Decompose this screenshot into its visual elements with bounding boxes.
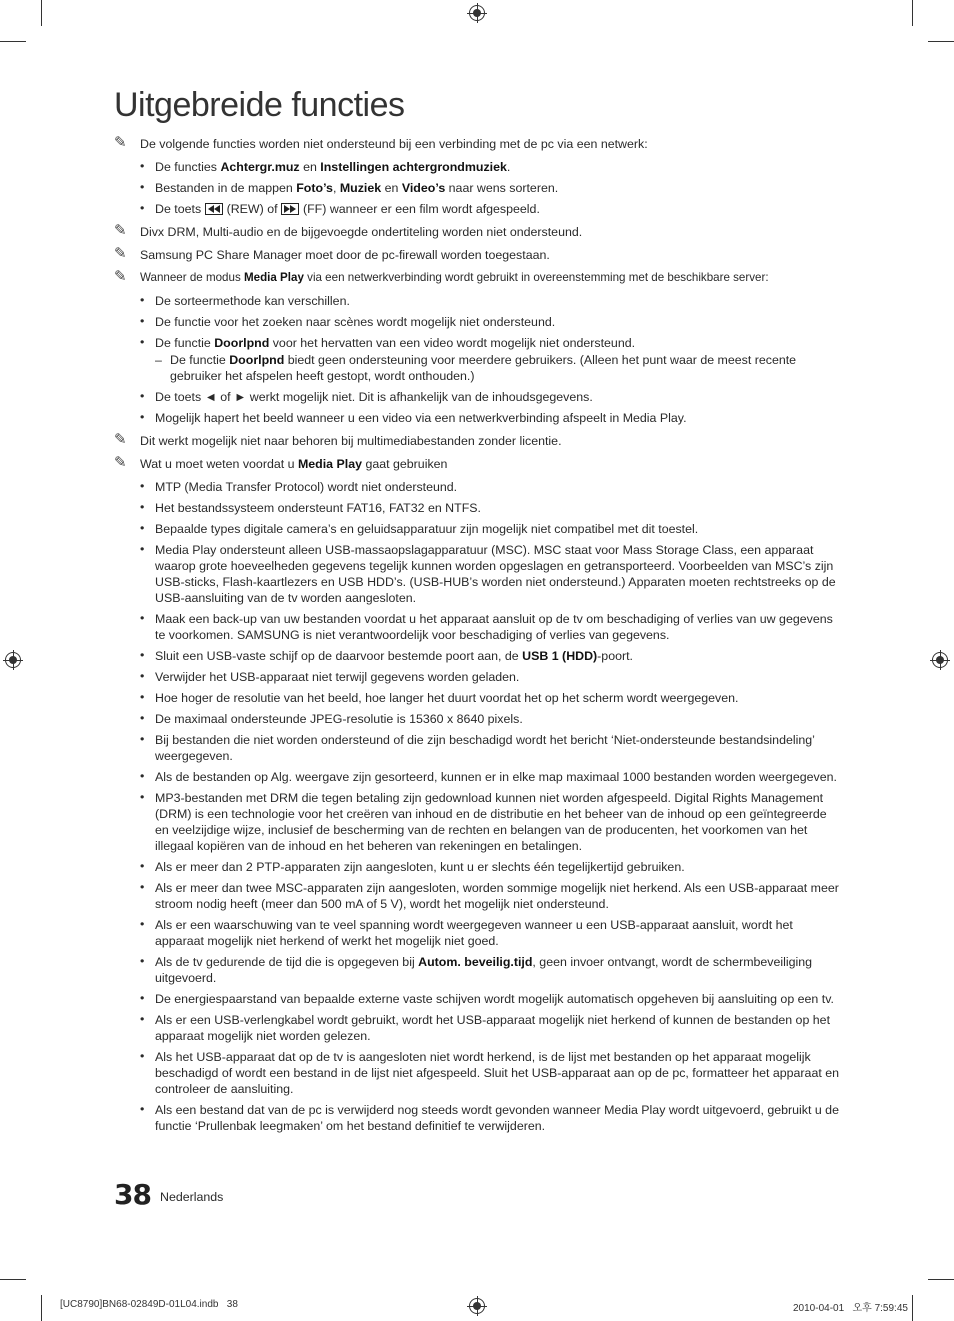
list-item: • MTP (Media Transfer Protocol) wordt niet ondersteund. [140,479,842,495]
note: ✎ Wanneer de modus Media Play via een netwerkverbinding wordt gebruikt in overeenstemming met de beschikbare server: [114,268,769,285]
bullet-list [140,479,842,1134]
list-item: • De toets ◄ of ► werkt mogelijk niet. Dit is afhankelijk van de inhoudsgegevens. [140,389,842,405]
sub-list [155,352,842,384]
registration-mark-icon [5,652,21,668]
list-item: • Media Play ondersteunt alleen USB-massaopslagapparatuur (MSC). MSC staat voor Mass Storage Class, een apparaat waarop grote hoeveelheden gegevens tegelijk kunnen worden opgeslagen en getransporteerd. Voorbeelden van MSC’s zijn USB-sticks, Flash-kaartlezers en USB HDD’s. (USB-HUB’s worden niet ondersteund.) Apparaten moeten rechtstreeks op de USB-aansluiting van de tv worden aangesloten. [140,542,842,606]
bullet-list [140,293,842,426]
registration-mark-icon [469,1298,485,1314]
list-item: • Bestanden in de mappen Foto’s, Muziek en Video’s naar wens sorteren. [140,180,842,196]
crop-mark [912,1295,913,1321]
list-item: • Als een bestand dat van de pc is verwijderd nog steeds wordt gevonden wanneer Media Play wordt uitgevoerd, gebruikt u de functie ‘Prullenbak leegmaken’ om het bestand definitief te verwijderen. [140,1102,842,1134]
crop-mark [41,1295,42,1321]
crop-mark [928,41,954,42]
list-item: • MP3-bestanden met DRM die tegen betaling zijn gedownload kunnen niet worden afgespeeld. Digital Rights Management (DRM) is een technologie voor het creëren van inhoud en de distributie en het beheer van de inhoud op een geïntegreerde en veelzijdige wijze, inclusief de bescherming van de rechten en belangen van de producenten, het voorkomen van het illegaal kopiëren van de inhoud en het beheren van rekeningen en betalingen. [140,790,842,854]
language-label: Nederlands [160,1190,224,1204]
crop-mark [0,41,26,42]
list-item: • Als er een waarschuwing van te veel spanning wordt weergegeven wanneer u een USB-apparaat aansluit, wordt het apparaat mogelijk niet herkend of werkt het mogelijk niet goed. [140,917,842,949]
content [114,136,842,1141]
list-item: • De toets (REW) of (FF) wanneer er een film wordt afgespeeld. [140,201,842,217]
note-pencil-icon: ✎ [114,245,127,262]
list-item: • Als de bestanden op Alg. weergave zijn gesorteerd, kunnen er in elke map maximaal 1000 bestanden worden weergegeven. [140,769,842,785]
note: ✎ Divx DRM, Multi-audio en de bijgevoegde ondertiteling worden niet ondersteund. [114,222,583,239]
list-item: • Maak een back-up van uw bestanden voordat u het apparaat aansluit op de tv om beschadiging of verlies van uw gegevens te voorkomen. SAMSUNG is niet verantwoordelijk voor beschadiging of verlies van gegevens. [140,611,842,643]
list-item: • Als er een USB-verlengkabel wordt gebruikt, wordt het USB-apparaat mogelijk niet herkend of kunnen de bestanden op het apparaat mogelijk niet worden gelezen. [140,1012,842,1044]
list-item: • Mogelijk hapert het beeld wanneer u een video via een netwerkverbinding afspeelt in Media Play. [140,410,842,426]
note: ✎ De volgende functies worden niet ondersteund bij een verbinding met de pc via een netwerk: [114,134,648,151]
note-pencil-icon: ✎ [114,431,127,448]
note: ✎ Samsung PC Share Manager moet door de pc-firewall worden toegestaan. [114,245,550,262]
crop-mark [912,0,913,26]
list-item: • Als er meer dan twee MSC-apparaten zijn aangesloten, worden sommige mogelijk niet herkend. Als een USB-apparaat meer stroom nodig heeft (meer dan 500 mA of 5 V), wordt het mogelijk niet ondersteund. [140,880,842,912]
page-title: Uitgebreide functies [114,86,405,124]
note-pencil-icon: ✎ [114,222,127,239]
bullet-list [140,159,842,217]
list-item: • Hoe hoger de resolutie van het beeld, hoe langer het duurt voordat het op het scherm wordt weergegeven. [140,690,842,706]
list-item: • Verwijder het USB-apparaat niet terwijl gegevens worden geladen. [140,669,842,685]
page-number: 38 [114,1178,151,1211]
crop-mark [928,1279,954,1280]
list-item: • De maximaal ondersteunde JPEG-resolutie is 15360 x 8640 pixels. [140,711,842,727]
crop-mark [41,0,42,26]
note-pencil-icon: ✎ [114,268,127,285]
rewind-button-icon [205,203,223,215]
sub-list-item: – De functie Doorlpnd biedt geen ondersteuning voor meerdere gebruikers. (Alleen het punt waar de meest recente gebruiker het afspelen heeft gestopt, wordt onthouden.) [155,352,842,384]
list-item: • Als er meer dan 2 PTP-apparaten zijn aangesloten, kunt u er slechts één tegelijkertijd gebruiken. [140,859,842,875]
list-item: • Het bestandssysteem ondersteunt FAT16, FAT32 en NTFS. [140,500,842,516]
list-item: • De functies Achtergr.muz en Instellingen achtergrondmuziek. [140,159,842,175]
note: ✎ Wat u moet weten voordat u Media Play gaat gebruiken [114,454,448,471]
registration-mark-icon [932,652,948,668]
crop-mark [0,1279,26,1280]
footer-file-info: [UC8790]BN68-02849D-01L04.indb 38 [60,1299,238,1310]
note-pencil-icon: ✎ [114,134,127,151]
footer-timestamp: 2010-04-01 오후 7:59:45 [793,1303,908,1314]
list-item: • De sorteermethode kan verschillen. [140,293,842,309]
list-item: • Bij bestanden die niet worden ondersteund of die zijn beschadigd wordt het bericht ‘Niet-ondersteunde bestandsindeling’ weergegeven. [140,732,842,764]
list-item: • Als het USB-apparaat dat op de tv is aangesloten niet wordt herkend, is de lijst met bestanden op het apparaat mogelijk beschadigd of wordt een bestand in de lijst niet afgespeeld. Sluit het USB-apparaat aan op de pc, formatteer het apparaat en controleer de aansluiting. [140,1049,842,1097]
list-item: • De energiespaarstand van bepaalde externe vaste schijven wordt mogelijk automatisch opgeheven bij aansluiting op een tv. [140,991,842,1007]
list-item: • Als de tv gedurende de tijd die is opgegeven bij Autom. beveilig.tijd, geen invoer ontvangt, wordt de schermbeveiliging uitgevoerd. [140,954,842,986]
list-item: • De functie Doorlpnd voor het hervatten van een video wordt mogelijk niet ondersteund. – De functie Doorlpnd biedt geen ondersteuning voor meerdere gebruikers. (Alleen het punt waar de meest recente gebruiker het afspelen heeft gestopt, wordt onthouden.) [140,335,842,384]
list-item: • Bepaalde types digitale camera’s en geluidsapparatuur zijn mogelijk niet compatibel met dit toestel. [140,521,842,537]
note-pencil-icon: ✎ [114,454,127,471]
list-item: • De functie voor het zoeken naar scènes wordt mogelijk niet ondersteund. [140,314,842,330]
note: ✎ Dit werkt mogelijk niet naar behoren bij multimediabestanden zonder licentie. [114,431,562,448]
list-item: • Sluit een USB-vaste schijf op de daarvoor bestemde poort aan, de USB 1 (HDD)-poort. [140,648,842,664]
fast-forward-button-icon [281,203,299,215]
registration-mark-icon [469,5,485,21]
